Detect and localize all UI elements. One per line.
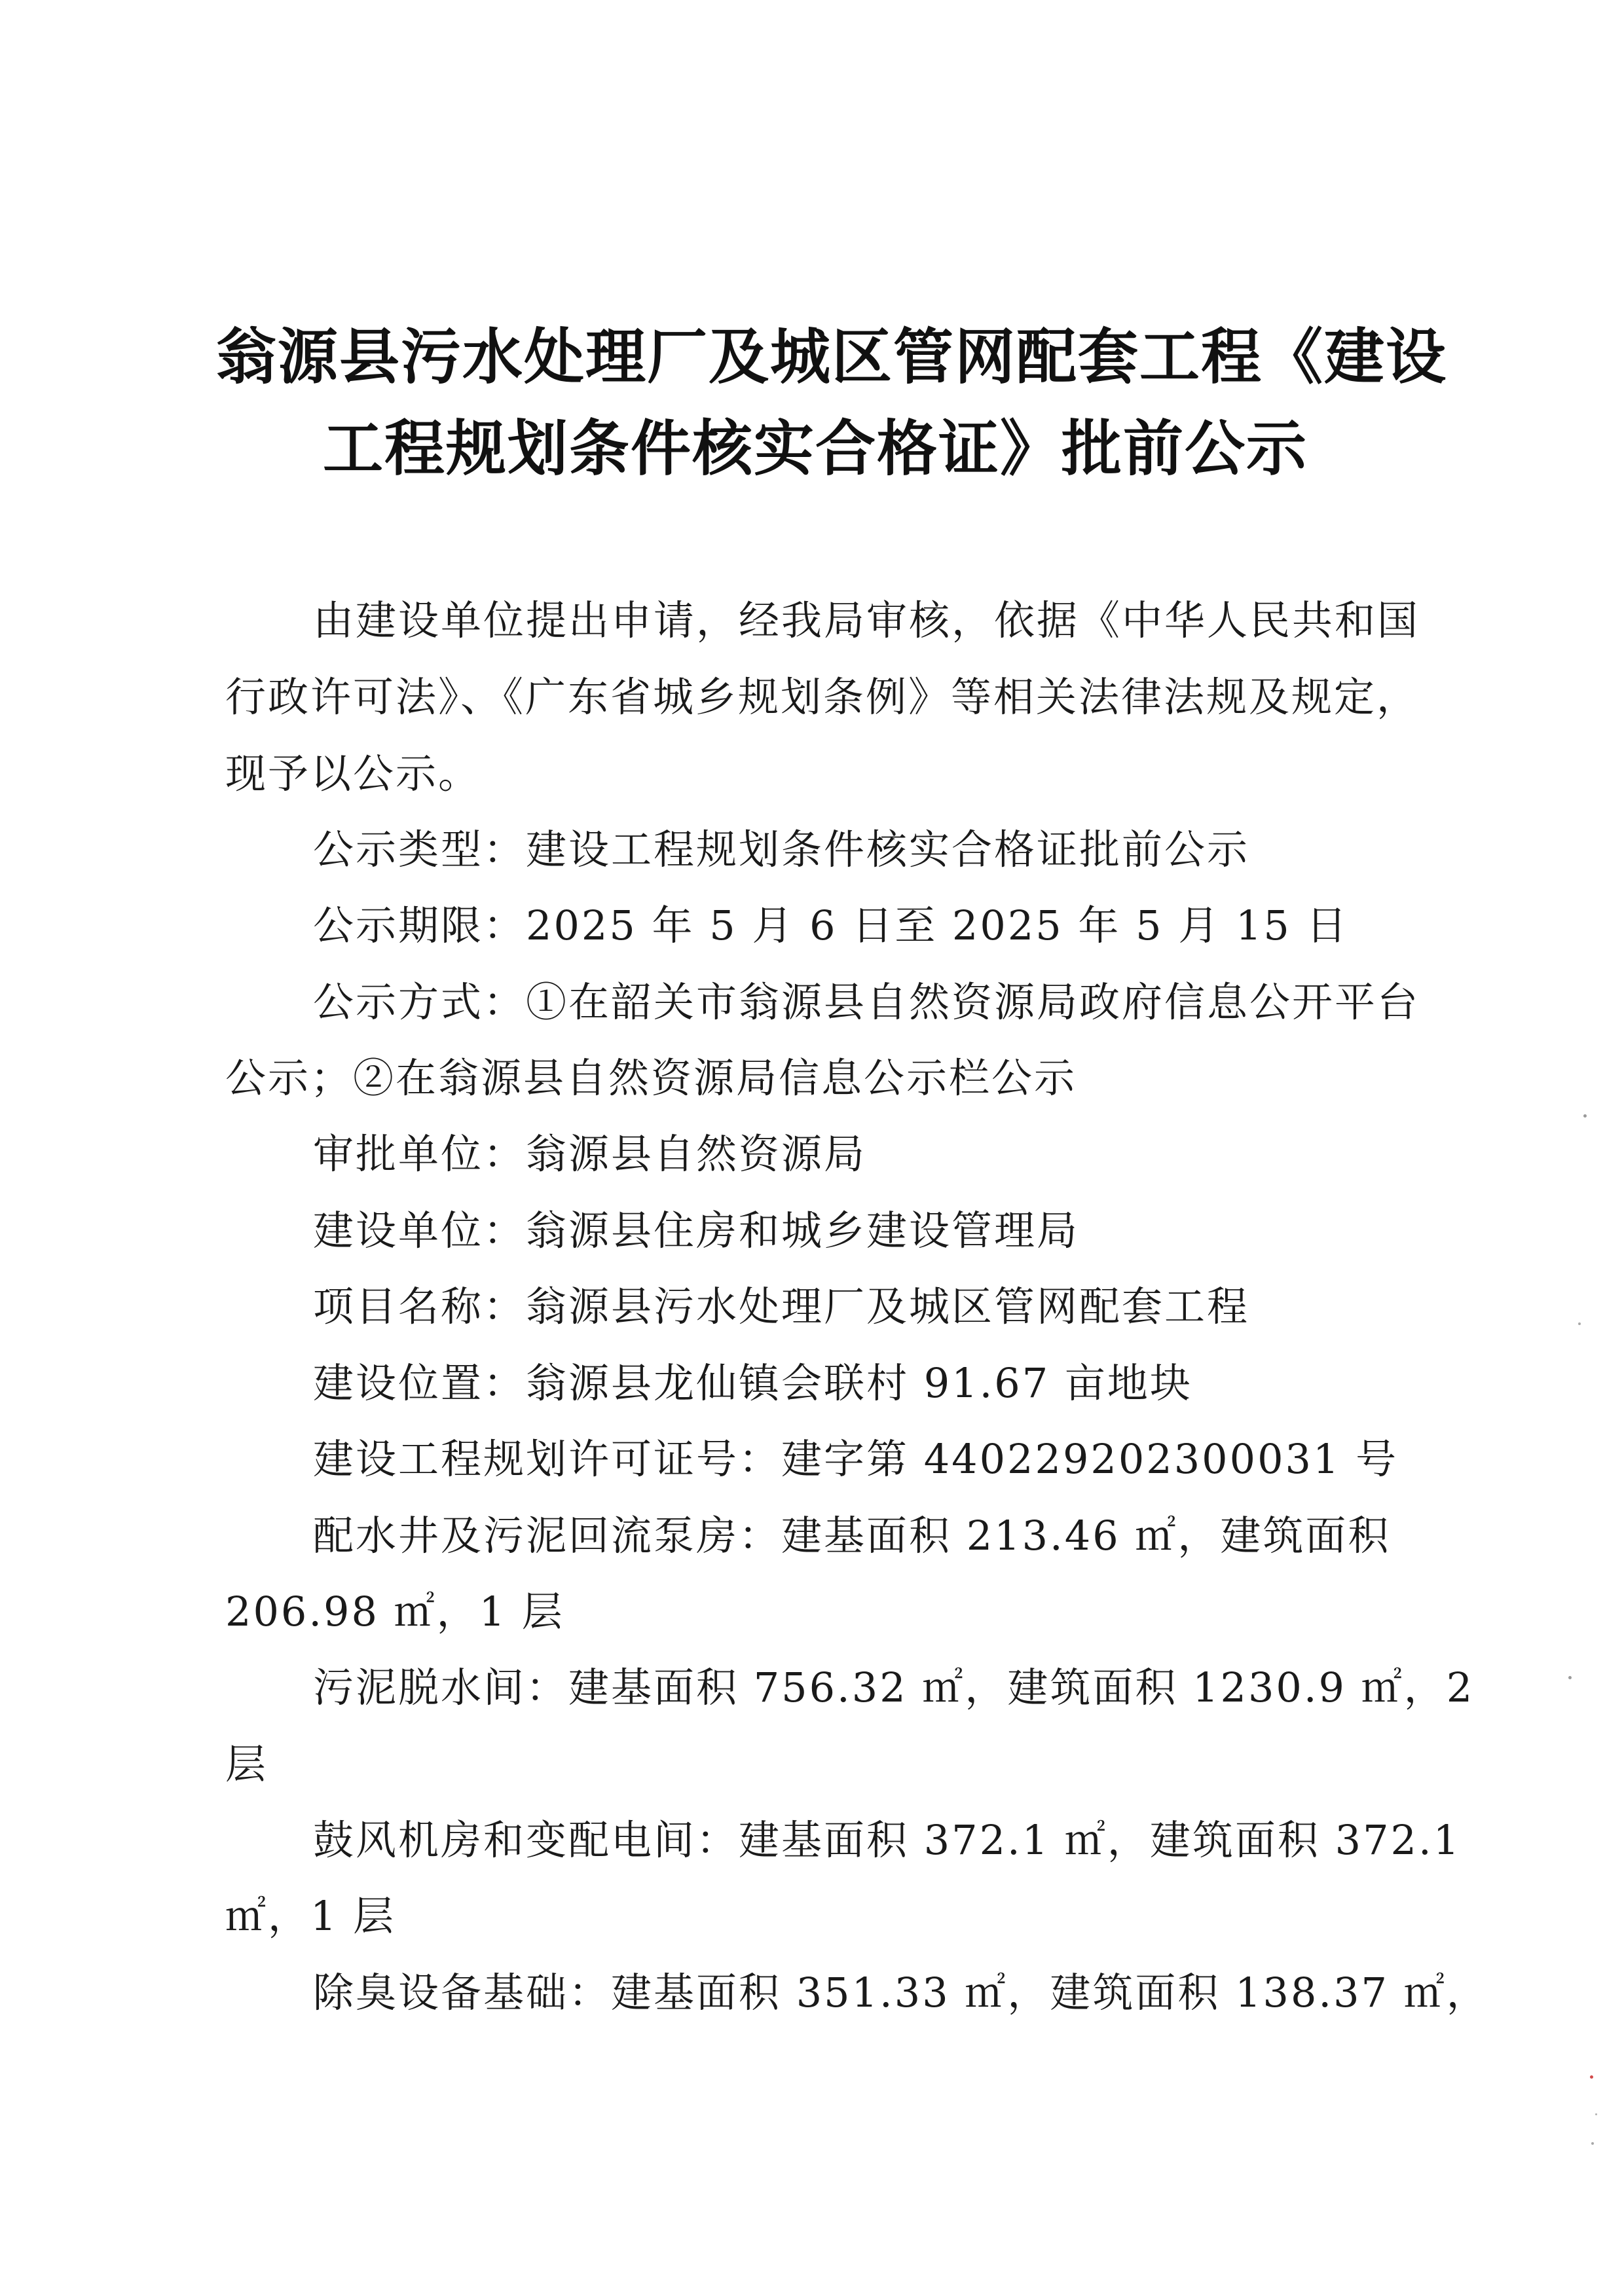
scan-speck bbox=[1591, 2142, 1594, 2145]
sludge-room-line-2: 层 bbox=[225, 1740, 268, 1788]
construction-location: 建设位置：翁源县龙仙镇会联村 91.67 亩地块 bbox=[313, 1359, 1192, 1407]
document-title-line-2: 工程规划条件核实合格证》批前公示 bbox=[322, 413, 1308, 484]
scan-speck bbox=[1590, 2075, 1593, 2079]
pump-house-line-1: 配水井及污泥回流泵房：建基面积 213.46 ㎡，建筑面积 bbox=[313, 1512, 1391, 1559]
intro-line-2: 行政许可法》、《广东省城乡规划条例》等相关法律法规及规定， bbox=[225, 673, 1420, 721]
scan-speck bbox=[1583, 1114, 1587, 1118]
notice-method-line-2: 公示；②在翁源县自然资源局信息公示栏公示 bbox=[225, 1054, 1077, 1102]
intro-line-1: 由建设单位提出申请，经我局审核，依据《中华人民共和国 bbox=[313, 596, 1420, 644]
blower-room-line-2: ㎡，1 层 bbox=[225, 1892, 396, 1940]
pump-house-line-2: 206.98 ㎡，1 层 bbox=[225, 1588, 564, 1635]
approving-unit: 审批单位：翁源县自然资源局 bbox=[313, 1130, 867, 1178]
blower-room-line-1: 鼓风机房和变配电间：建基面积 372.1 ㎡，建筑面积 372.1 bbox=[313, 1816, 1462, 1864]
scan-speck bbox=[1578, 1322, 1581, 1325]
notice-type: 公示类型：建设工程规划条件核实合格证批前公示 bbox=[313, 826, 1250, 873]
document-title-line-1: 翁源县污水处理厂及城区管网配套工程《建设 bbox=[216, 321, 1448, 392]
notice-method-line-1: 公示方式：①在韶关市翁源县自然资源局政府信息公开平台 bbox=[313, 978, 1420, 1026]
sludge-room-line-1: 污泥脱水间：建基面积 756.32 ㎡，建筑面积 1230.9 ㎡，2 bbox=[313, 1664, 1475, 1711]
project-name: 项目名称：翁源县污水处理厂及城区管网配套工程 bbox=[313, 1283, 1250, 1330]
permit-number: 建设工程规划许可证号：建字第 440229202300031 号 bbox=[313, 1435, 1399, 1483]
construction-unit: 建设单位：翁源县住房和城乡建设管理局 bbox=[313, 1207, 1080, 1254]
notice-period: 公示期限：2025 年 5 月 6 日至 2025 年 5 月 15 日 bbox=[313, 902, 1349, 949]
deodorization-line-1: 除臭设备基础：建基面积 351.33 ㎡，建筑面积 138.37 ㎡， bbox=[313, 1969, 1489, 2016]
intro-line-3: 现予以公示。 bbox=[225, 750, 481, 797]
scan-speck bbox=[1568, 1676, 1572, 1679]
scan-speck bbox=[1595, 2113, 1597, 2115]
